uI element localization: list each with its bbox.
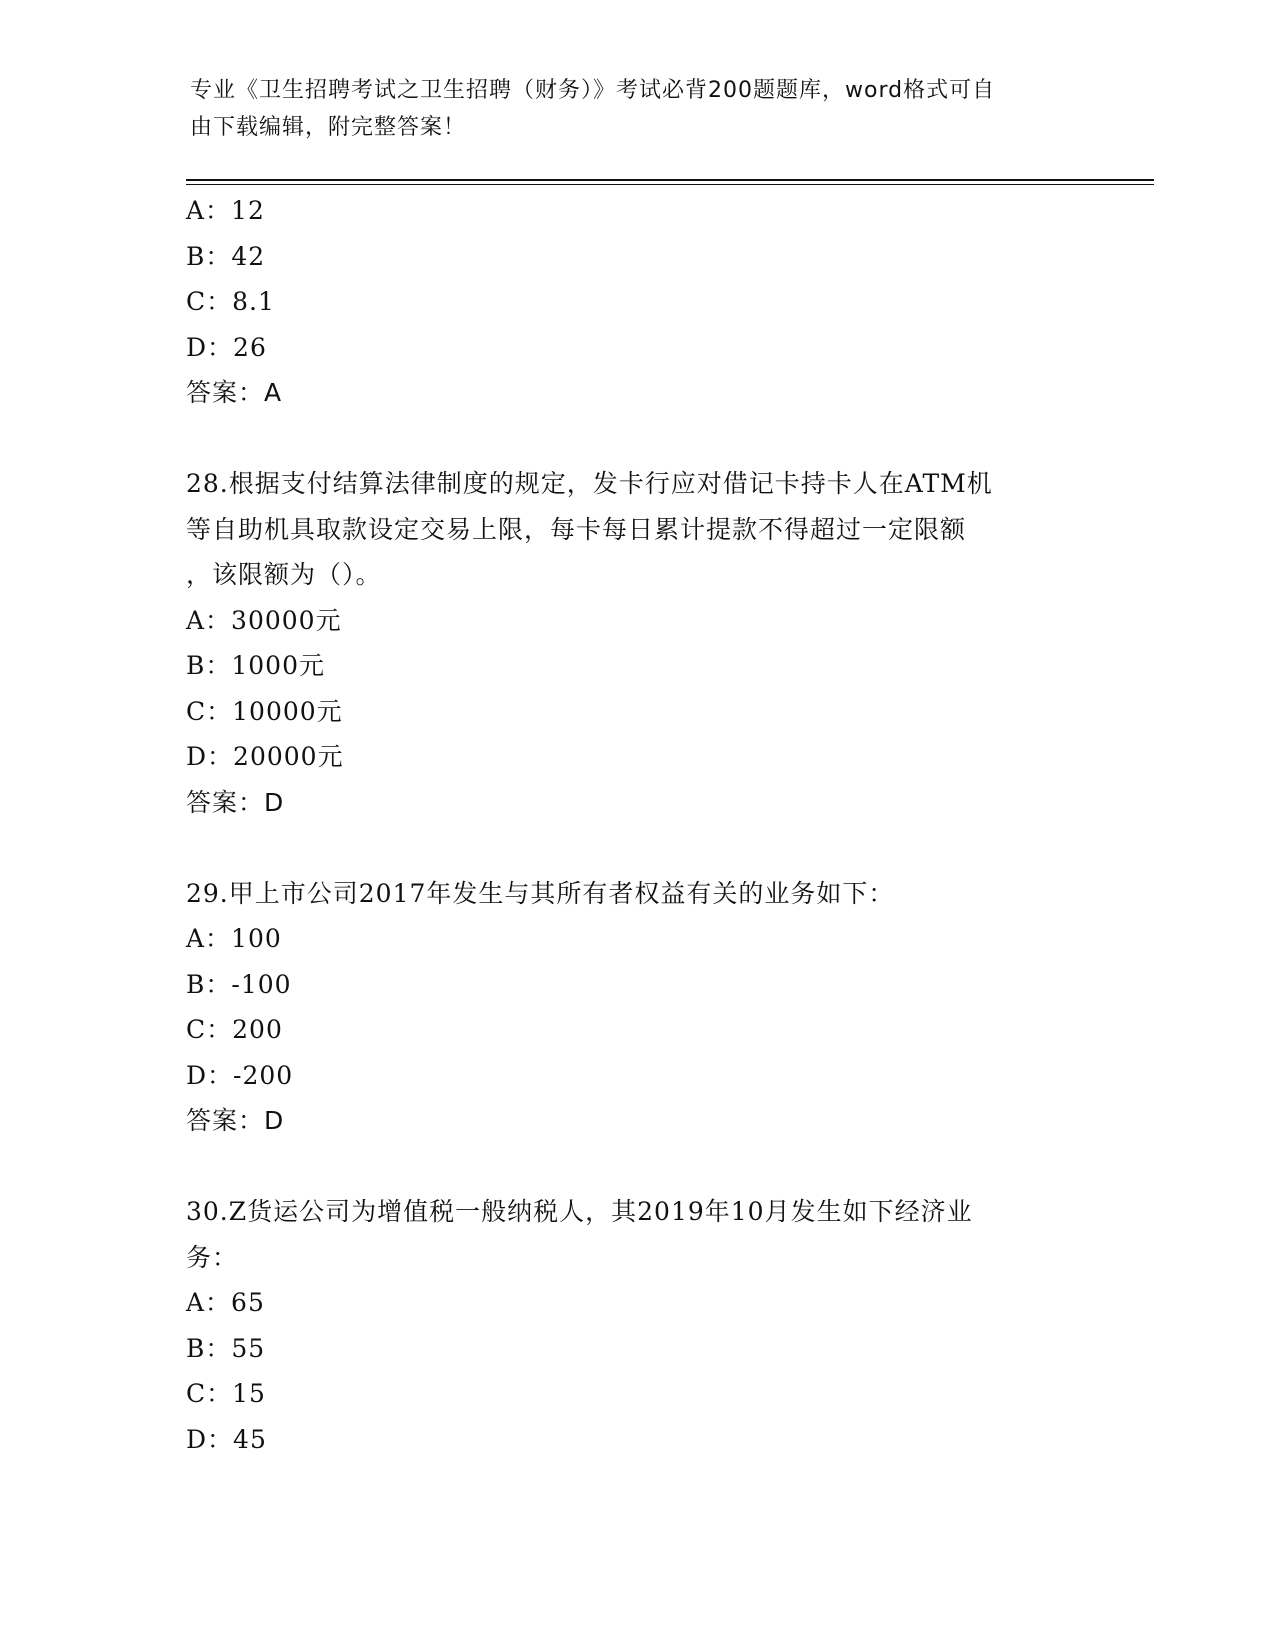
option-d: D：26 [186,332,267,362]
answer-line: 答案：D [186,1106,285,1135]
option-c: C：10000元 [186,696,343,726]
answer-line: 答案：A [186,378,283,407]
question-stem-line: 28.根据支付结算法律制度的规定，发卡行应对借记卡持卡人在ATM机 [186,469,993,498]
question-stem-line: ，该限额为（）。 [186,560,382,589]
question-29 [186,871,1086,1144]
header-line-1: 专业《卫生招聘考试之卫生招聘（财务）》考试必背200题题库，word格式可自 [190,78,996,103]
question-stem-line: 务： [186,1242,239,1272]
option-b: B：1000元 [186,651,325,680]
answer-line: 答案：D [186,787,285,817]
option-a: A：100 [186,924,282,953]
option-b: B：-100 [186,969,292,999]
option-a: A：30000元 [186,605,342,635]
option-a: A：12 [186,196,265,225]
spacer [186,825,1086,871]
option-c: C：15 [186,1379,266,1408]
option-c: C：8.1 [186,287,275,316]
header-line-2: 由下载编辑，附完整答案！ [190,115,467,140]
option-d: D：20000元 [186,742,344,771]
option-d: D：-200 [186,1060,294,1090]
question-27 [186,188,1086,416]
option-c: C：200 [186,1015,283,1044]
spacer [186,416,1086,462]
header-divider-thin [186,184,1154,185]
document-header [190,72,1070,146]
option-d: D：45 [186,1424,267,1454]
question-stem-line: 等自助机具取款设定交易上限，每卡每日累计提款不得超过一定限额 [186,514,967,544]
question-stem-line: 29.甲上市公司2017年发生与其所有者权益有关的业务如下： [186,878,895,908]
spacer [186,1144,1086,1190]
option-a: A：65 [186,1288,265,1317]
header-divider-thick [186,179,1154,181]
question-list [186,188,1086,1462]
option-b: B：55 [186,1333,266,1363]
question-30 [186,1189,1086,1462]
option-b: B：42 [186,241,266,271]
question-28 [186,461,1086,825]
question-stem-line: 30.Z货运公司为增值税一般纳税人，其2019年10月发生如下经济业 [186,1197,973,1226]
